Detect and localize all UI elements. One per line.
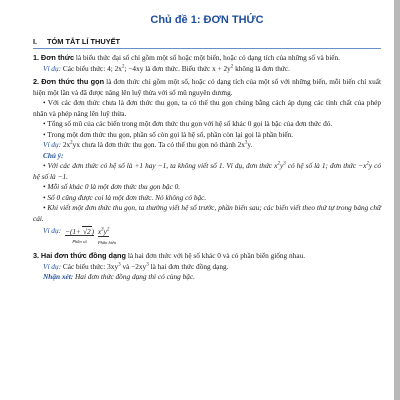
note-writing-order: • Khi viết một đơn thức thu gọn, ta thường viết hệ số trước, phần biến sau; các biến viết theo thứ tự trong bảng chữ cái. xyxy=(33,203,381,223)
note-zero: • Số 0 cũng được coi là một đơn thức. Nó không có bậc. xyxy=(43,192,207,202)
variable-text: x xyxy=(97,227,102,236)
example-text: và −2xy xyxy=(122,261,147,271)
note-example xyxy=(33,226,381,248)
example-text: y. xyxy=(247,140,253,149)
example-label: Ví dụ: xyxy=(43,63,62,73)
example-text: là hai đơn thức đồng dạng. xyxy=(150,261,229,271)
sqrt-radicand: 2 xyxy=(87,227,91,236)
example-text: Các biểu thức: 3xy xyxy=(62,261,119,271)
variable-text: y xyxy=(103,227,107,236)
bullet-coefficient: • Trong một đơn thức thu gọn, phần số còn gọi là hệ số, phần còn lại gọi là phần biến. xyxy=(43,129,294,139)
note-text: có hệ số là 1; đơn thức −x xyxy=(287,161,367,170)
definition-text: là biểu thức đại số chỉ gồm một số hoặc một biến, hoặc có dạng tích của những số và biến. xyxy=(75,53,340,62)
variable-part xyxy=(97,227,117,245)
exponent: 2 xyxy=(121,64,125,70)
item-number: 1. xyxy=(33,53,40,62)
note-text: • Với các đơn thức có hệ số là +1 hay −1, ta không viết số 1. Ví dụ, đơn thức x xyxy=(43,161,278,170)
note-coefficient-one xyxy=(33,161,381,182)
example-label: Ví dụ: xyxy=(43,261,62,271)
exponent: 2 xyxy=(277,161,280,167)
underbrace-line xyxy=(65,235,94,236)
definition-text: là hai đơn thức với hệ số khác 0 và có phần biến giống nhau. xyxy=(127,251,306,260)
exponent: 2 xyxy=(230,64,234,70)
example-label: Ví dụ: xyxy=(43,140,62,149)
example-label: Ví dụ: xyxy=(43,226,62,235)
exponent: 3 xyxy=(118,262,121,268)
section-number: I. xyxy=(33,37,38,46)
definition-reduced-monomial xyxy=(33,77,381,98)
example-reduced xyxy=(33,140,381,151)
exponent: 3 xyxy=(283,161,286,167)
coefficient-caption: Phần số xyxy=(72,239,87,244)
coefficient-text: −(1+ xyxy=(65,227,81,236)
example-text: không là đơn thức. xyxy=(235,63,290,73)
page-edge-shadow xyxy=(394,0,400,400)
example-text: yx chưa là đơn thức thu gọn. Ta có thể thu gọn nó thành 2x xyxy=(72,140,245,149)
remark-text: Hai đơn thức đồng dạng thì có cùng bậc. xyxy=(75,272,195,281)
bullet-degree: • Tổng số mũ của các biến trong một đơn thức thu gọn với hệ số khác 0 gọi là bậc của đơn thức đó. xyxy=(43,119,333,128)
item-number: 3. xyxy=(33,251,40,260)
example-similar xyxy=(33,262,381,273)
definition-monomial xyxy=(33,53,381,64)
page-title: Chủ đề 1: ĐƠN THỨC xyxy=(150,14,264,26)
document-page xyxy=(33,14,381,283)
sqrt-symbol: √2 xyxy=(82,227,91,236)
bullet-reduce: • Với các đơn thức chưa là đơn thức thu gọn, ta có thể thu gọn chúng bằng cách áp dụng các tính chất của phép nhân và phép nâng lên luỹ thừa. xyxy=(33,98,381,118)
definition-text: là đơn thức chỉ gồm một số, hoặc có dạng tích của một số với những biến, mỗi biến chỉ xuất hiện một lần và đã được nâng lên luỹ thừa với số mũ nguyên dương. xyxy=(33,77,381,97)
exponent: 3 xyxy=(244,140,248,146)
exponent: 2 xyxy=(366,161,369,167)
note-text: y có hệ số là −1. xyxy=(33,161,381,181)
term-reduced-monomial: Đơn thức thu gọn xyxy=(41,77,105,86)
section-heading xyxy=(33,37,381,49)
exponent: 3 xyxy=(101,227,104,233)
term-monomial: Đơn thức xyxy=(40,53,75,62)
definition-similar-monomials xyxy=(33,251,381,262)
note-label: Chú ý: xyxy=(43,150,64,160)
example-text: Các biểu thức: 4; 2x xyxy=(62,63,122,73)
note-text: y xyxy=(279,161,284,170)
coefficient-part xyxy=(65,226,95,244)
item-number: 2. xyxy=(33,77,40,86)
coefficient-text: ) xyxy=(91,227,95,236)
example-monomial xyxy=(33,64,381,75)
underbrace-line xyxy=(98,236,110,237)
exponent: 3 xyxy=(146,262,149,268)
exponent: 2 xyxy=(106,227,110,233)
exponent: 2 xyxy=(70,140,73,146)
section-title: TÓM TẮT LÍ THUYẾT xyxy=(47,37,121,46)
remark xyxy=(33,272,381,283)
example-text: ; −4xy là đơn thức. Biểu thức x + 2y xyxy=(124,63,231,73)
note-nonzero-number: • Mỗi số khác 0 là một đơn thức thu gọn bậc 0. xyxy=(43,182,181,191)
monomial-expression xyxy=(65,226,117,245)
remark-label: Nhận xét: xyxy=(43,272,74,281)
variable-caption: Phần biến xyxy=(97,240,117,245)
term-similar-monomials: Hai đơn thức đồng dạng xyxy=(40,251,126,260)
example-text: 2x xyxy=(62,140,71,149)
